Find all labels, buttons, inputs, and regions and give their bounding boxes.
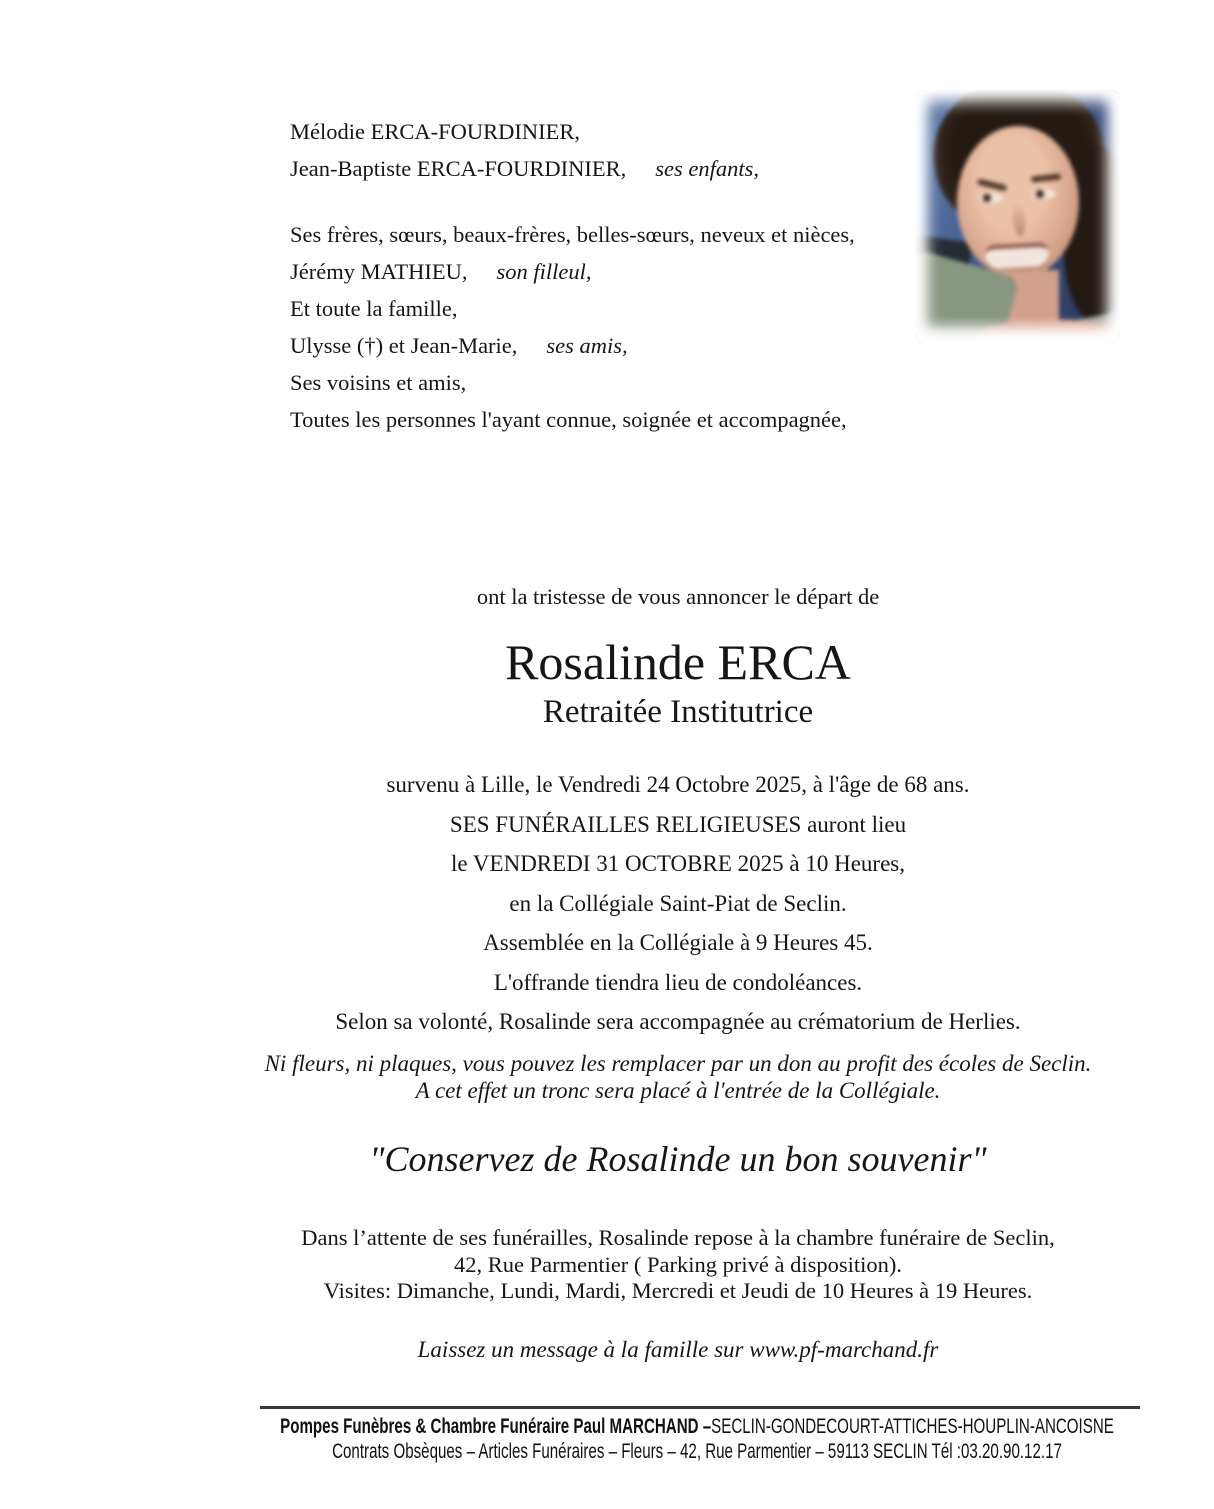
footer-line-secondary: Contrats Obsèques – Articles Funéraires – Fleurs – 42, Rue Parmentier – 59113 SECLIN Tél :03.20.90.12.17 [332, 1440, 1062, 1463]
family-line [290, 150, 855, 187]
family-names: Et toute la famille, [290, 296, 458, 321]
family-names: Jean-Baptiste ERCA-FOURDINIER, [290, 156, 627, 181]
family-names: Ulysse (†) et Jean-Marie, [290, 333, 518, 358]
ceremony-line: en la Collégiale Saint-Piat de Seclin. [509, 890, 847, 916]
family-line [290, 364, 855, 401]
ceremony-line: Selon sa volonté, Rosalinde sera accompagnée au crématorium de Herlies. [335, 1009, 1021, 1034]
family-line [290, 290, 855, 327]
family-names: Toutes les personnes l'ayant connue, soignée et accompagnée, [290, 407, 847, 432]
funeral-home-footer [243, 1414, 1150, 1464]
ceremony-line: le VENDREDI 31 OCTOBRE 2025 à 10 Heures, [451, 851, 905, 876]
family-line [290, 253, 855, 290]
family-message: Laissez un message à la famille sur www.pf-marchand.fr [417, 1337, 939, 1362]
family-relation-label: ses enfants, [655, 156, 759, 181]
footer-company-name: Pompes Funèbres & Chambre Funéraire Paul MARCHAND – [280, 1415, 712, 1438]
footer-line-primary [243, 1414, 1150, 1439]
ceremony-line: Assemblée en la Collégiale à 9 Heures 45. [483, 930, 873, 955]
family-names: Ses frères, sœurs, beaux-frères, belles-sœurs, neveux et nièces, [290, 222, 855, 247]
deceased-name: Rosalinde ERCA [505, 634, 851, 690]
family-line [290, 401, 855, 438]
portrait-photo [915, 90, 1120, 343]
family-block-spacer [290, 187, 855, 216]
donation-note-line: A cet effet un tronc sera placé à l'entrée de la Collégiale. [415, 1078, 941, 1103]
ceremony-line: SES FUNÉRAILLES RELIGIEUSES auront lieu [449, 811, 907, 837]
family-relation-label: ses amis, [546, 333, 628, 358]
footer-cities: SECLIN-GONDECOURT-ATTICHES-HOUPLIN-ANCOISNE [711, 1415, 1114, 1438]
family-names: Mélodie ERCA-FOURDINIER, [290, 119, 580, 144]
ceremony-details [144, 765, 1212, 1042]
family-line [290, 327, 855, 364]
family-block [290, 113, 855, 438]
ceremony-line: survenu à Lille, le Vendredi 24 Octobre 2025, à l'âge de 68 ans. [386, 772, 970, 797]
family-names: Jérémy MATHIEU, [290, 259, 468, 284]
memorial-quote: "Conservez de Rosalinde un bon souvenir" [369, 1139, 987, 1179]
family-line [290, 113, 855, 150]
deceased-occupation: Retraitée Institutrice [542, 694, 814, 730]
donation-note-line: Ni fleurs, ni plaques, vous pouvez les remplacer par un don au profit des écoles de Seclin. [264, 1051, 1092, 1076]
family-relation-label: son filleul, [496, 259, 592, 284]
family-line [290, 216, 855, 253]
photo-feathered-edge [915, 90, 1120, 343]
repose-info [144, 1225, 1212, 1305]
separator-rule [260, 1406, 1140, 1409]
repose-line: 42, Rue Parmentier ( Parking privé à disposition). [453, 1251, 903, 1277]
repose-line: Visites: Dimanche, Lundi, Mardi, Mercredi et Jeudi de 10 Heures à 19 Heures. [323, 1278, 1033, 1303]
intro-line: ont la tristesse de vous annoncer le départ de [476, 584, 880, 609]
donation-note [144, 1050, 1212, 1104]
ceremony-line: L'offrande tiendra lieu de condoléances. [493, 969, 863, 995]
repose-line: Dans l’attente de ses funérailles, Rosalinde repose à la chambre funéraire de Seclin, [301, 1225, 1055, 1250]
family-names: Ses voisins et amis, [290, 370, 467, 395]
